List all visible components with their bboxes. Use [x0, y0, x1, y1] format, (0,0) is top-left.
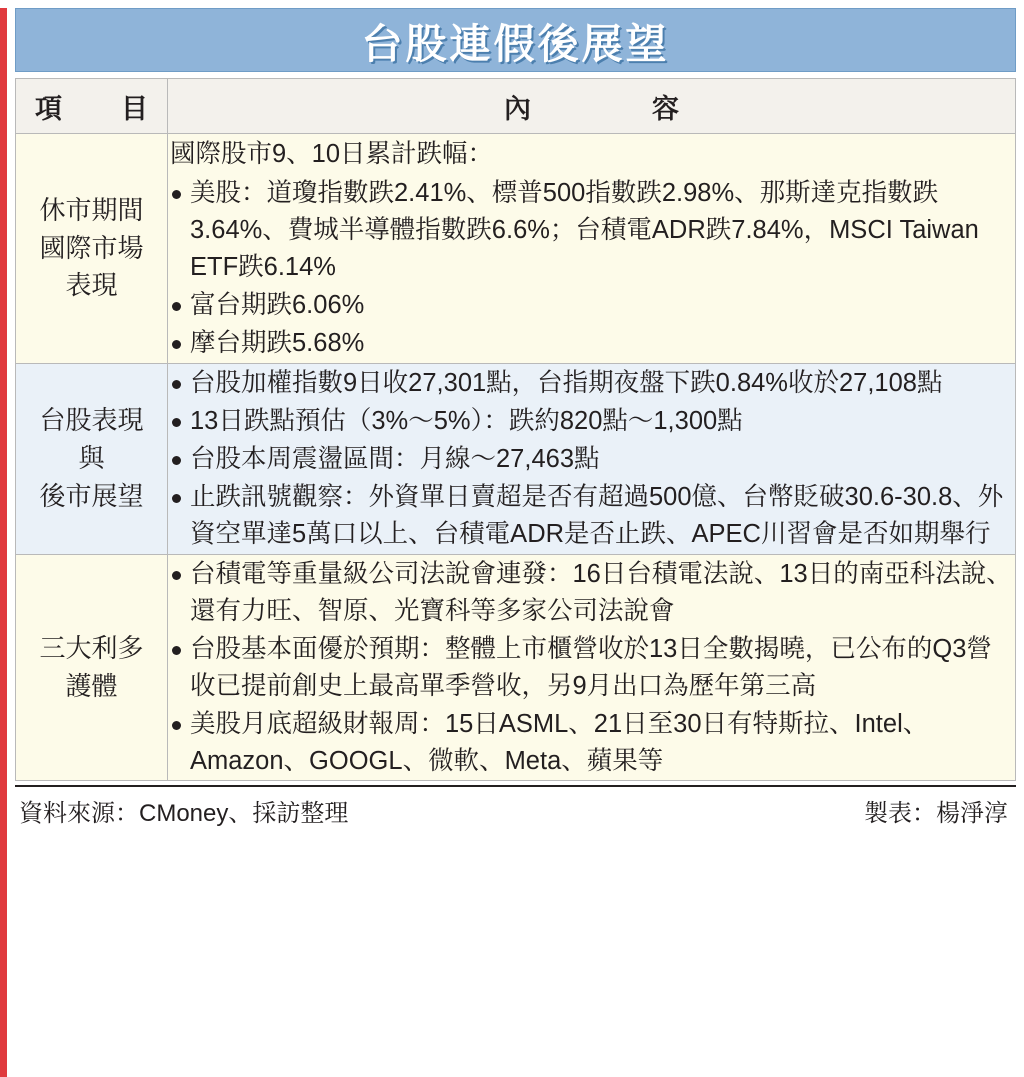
table-header-row — [16, 79, 1016, 134]
table-row — [16, 363, 1016, 554]
row-content-taiwan-outlook — [168, 363, 1016, 554]
list-item: 台股加權指數9日收27,301點，台指期夜盤下跌0.84%收於27,108點 — [168, 365, 1015, 402]
row-label-line: 表現 — [65, 270, 118, 301]
table-body — [16, 134, 1016, 781]
footer — [15, 785, 1016, 833]
list-item: 摩台期跌5.68% — [168, 325, 1015, 362]
row-label-line: 三大利多 — [39, 632, 144, 663]
row-label-line: 護體 — [65, 670, 118, 701]
column-header-item: 項 目 — [16, 79, 168, 134]
list-item: 美股：道瓊指數跌2.41%、標普500指數跌2.98%、那斯達克指數跌3.64%、費城半導體指數跌6.6%；台積電ADR跌7.84%，MSCI Taiwan ETF跌6.14% — [168, 175, 1015, 286]
row-content-market-holiday — [168, 134, 1016, 364]
list-item: 台積電等重量級公司法說會連發：16日台積電法說、13日的南亞科法說、還有力旺、智原、光寶科等多家公司法說會 — [168, 556, 1015, 630]
page-title: 台股連假後展望 — [361, 20, 670, 67]
row-label-line: 台股表現 — [39, 405, 144, 436]
row-label-line: 與 — [78, 442, 105, 473]
bullet-list — [168, 365, 1015, 553]
column-header-content: 內 容 — [168, 79, 1016, 134]
row-content-three-positives — [168, 554, 1016, 781]
row-label-market-holiday — [16, 134, 168, 364]
list-item: 美股月底超級財報周：15日ASML、21日至30日有特斯拉、Intel、Amazon、GOOGL、微軟、Meta、蘋果等 — [168, 706, 1015, 780]
bullet-list — [168, 175, 1015, 362]
infographic-page — [0, 8, 1024, 1077]
list-item: 台股基本面優於預期：整體上市櫃營收於13日全數揭曉，已公布的Q3營收已提前創史上最高單季營收，另9月出口為歷年第三高 — [168, 631, 1015, 705]
table-row — [16, 554, 1016, 781]
row-label-line: 休市期間 — [39, 194, 144, 225]
row-label-line: 國際市場 — [39, 232, 144, 263]
row-label-line: 後市展望 — [39, 480, 144, 511]
bullet-list — [168, 556, 1015, 780]
credit-note: 製表：楊淨淳 — [864, 799, 1008, 827]
outlook-table — [15, 78, 1016, 781]
table-row — [16, 134, 1016, 364]
source-note: 資料來源：CMoney、採訪整理 — [19, 799, 349, 827]
row-label-three-positives — [16, 554, 168, 781]
list-item: 台股本周震盪區間：月線～27,463點 — [168, 441, 1015, 478]
list-item: 13日跌點預估（3%～5%）：跌約820點～1,300點 — [168, 403, 1015, 440]
list-item: 富台期跌6.06% — [168, 287, 1015, 324]
list-item: 止跌訊號觀察：外資單日賣超是否有超過500億、台幣貶破30.6-30.8、外資空單達5萬口以上、台積電ADR是否止跌、APEC川習會是否如期舉行 — [168, 479, 1015, 553]
table-header — [16, 79, 1016, 134]
row-label-taiwan-outlook — [16, 363, 168, 554]
row-lead-text: 國際股市9、10日累計跌幅： — [170, 140, 494, 168]
title-bar — [15, 8, 1016, 72]
